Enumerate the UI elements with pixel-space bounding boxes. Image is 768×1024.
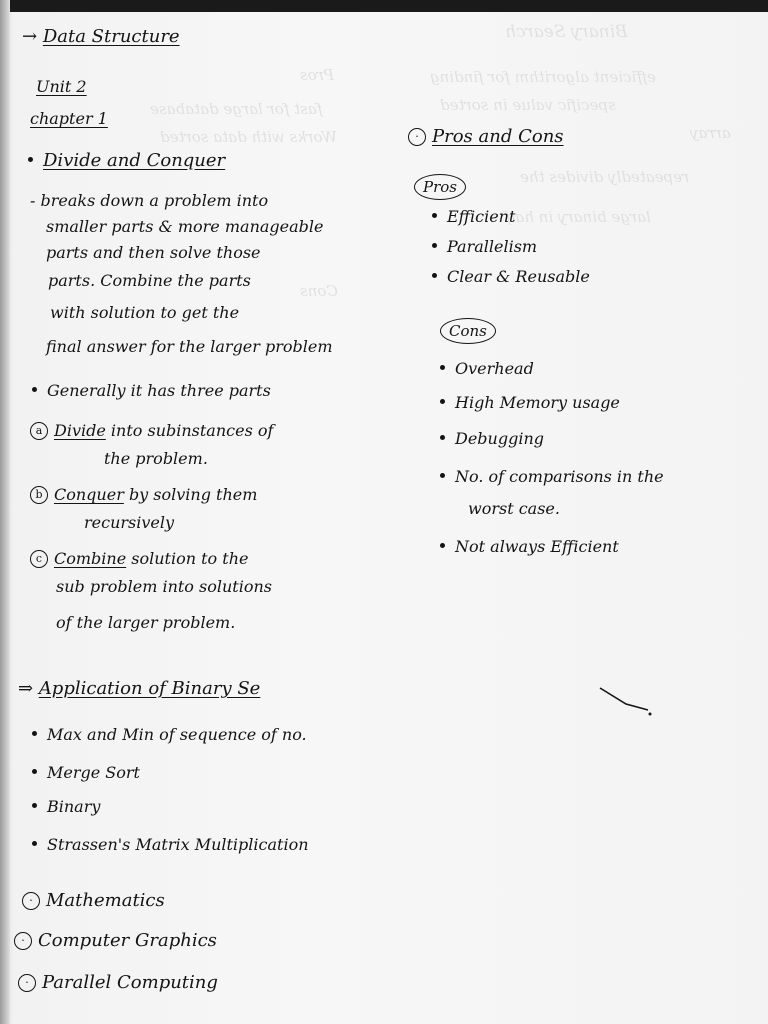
ghost-line: Cons — [300, 282, 338, 300]
ghost-line: efficient algorithm for finding — [430, 68, 656, 86]
pros-item: Efficient — [432, 206, 515, 228]
pros-label: Pros — [414, 174, 466, 200]
cons-item: High Memory usage — [440, 392, 620, 414]
proscons-title: · Pros and Cons — [408, 126, 564, 148]
dc-title: Divide and Conquer — [28, 150, 225, 172]
ghost-title: Binary Search — [505, 22, 628, 42]
bullet-icon — [32, 769, 37, 774]
three-parts: Generally it has three parts — [32, 380, 271, 402]
page-binding — [0, 0, 10, 1024]
part-divide: a Divide into subinstances of — [30, 420, 273, 442]
bullet-icon — [32, 731, 37, 736]
ghost-line: large binary in half — [505, 208, 651, 226]
ghost-line: fast for large database — [150, 100, 323, 118]
extra-item: · Parallel Computing — [18, 972, 218, 994]
bullet-icon — [32, 841, 37, 846]
bullet-icon — [32, 803, 37, 808]
app-item: Strassen's Matrix Multiplication — [32, 834, 309, 856]
app-item: Merge Sort — [32, 762, 140, 784]
circle-bullet-icon: · — [22, 892, 40, 910]
extra-item: · Computer Graphics — [14, 930, 217, 952]
ghost-line: Works with data sorted — [160, 128, 337, 146]
pros-item: Clear & Reusable — [432, 266, 590, 288]
cons-item: Overhead — [440, 358, 534, 380]
dc-desc-line: parts. Combine the parts — [48, 271, 251, 290]
part-combine-cont: sub problem into solutions — [56, 577, 272, 596]
chapter-label: chapter 1 — [30, 109, 108, 128]
app-item: Binary — [32, 796, 100, 818]
bullet-icon — [440, 473, 445, 478]
unit-label: Unit 2 — [36, 77, 87, 96]
cons-item: No. of comparisons in the — [440, 466, 664, 488]
circle-bullet-icon: · — [408, 128, 426, 146]
dc-desc-line: - breaks down a problem into — [30, 191, 269, 210]
bullet-icon — [32, 387, 37, 392]
bullet-icon — [440, 543, 445, 548]
dc-desc-line: smaller parts & more manageable — [46, 217, 324, 236]
part-divide-cont: the problem. — [104, 449, 208, 468]
part-combine: c Combine solution to the — [30, 548, 248, 570]
cons-item: Debugging — [440, 428, 544, 450]
bullet-icon — [440, 365, 445, 370]
ghost-line: specific value in sorted — [440, 96, 616, 114]
cons-item: Not always Efficient — [440, 536, 619, 558]
cons-label: Cons — [440, 318, 496, 344]
pros-item: Parallelism — [432, 236, 537, 258]
double-arrow-icon: ⇒ — [18, 678, 39, 699]
app-title: ⇒ Application of Binary Se — [18, 678, 261, 699]
extra-item: · Mathematics — [22, 890, 165, 912]
bullet-icon — [432, 213, 437, 218]
dc-desc-line: final answer for the larger problem — [46, 337, 333, 356]
bullet-icon — [28, 157, 33, 162]
bullet-icon — [440, 435, 445, 440]
cons-item-cont: worst case. — [468, 499, 560, 518]
part-combine-cont2: of the larger problem. — [56, 613, 236, 632]
page-top-edge — [0, 0, 768, 12]
bullet-icon — [432, 243, 437, 248]
app-item: Max and Min of sequence of no. — [32, 724, 307, 746]
ghost-line: array — [690, 124, 731, 142]
part-conquer: b Conquer by solving them — [30, 484, 257, 506]
pen-mark — [596, 680, 656, 720]
circle-bullet-icon: · — [18, 974, 36, 992]
arrow-icon: → — [22, 26, 43, 47]
dc-desc-line: with solution to get the — [50, 303, 240, 322]
bullet-icon — [432, 273, 437, 278]
dc-desc-line: parts and then solve those — [46, 243, 261, 262]
bullet-icon — [440, 399, 445, 404]
part-conquer-cont: recursively — [84, 513, 175, 532]
ghost-line: repeatedly divides the — [520, 168, 690, 186]
circle-bullet-icon: · — [14, 932, 32, 950]
ghost-line: Pros — [300, 66, 334, 84]
heading: → Data Structure — [22, 26, 180, 47]
